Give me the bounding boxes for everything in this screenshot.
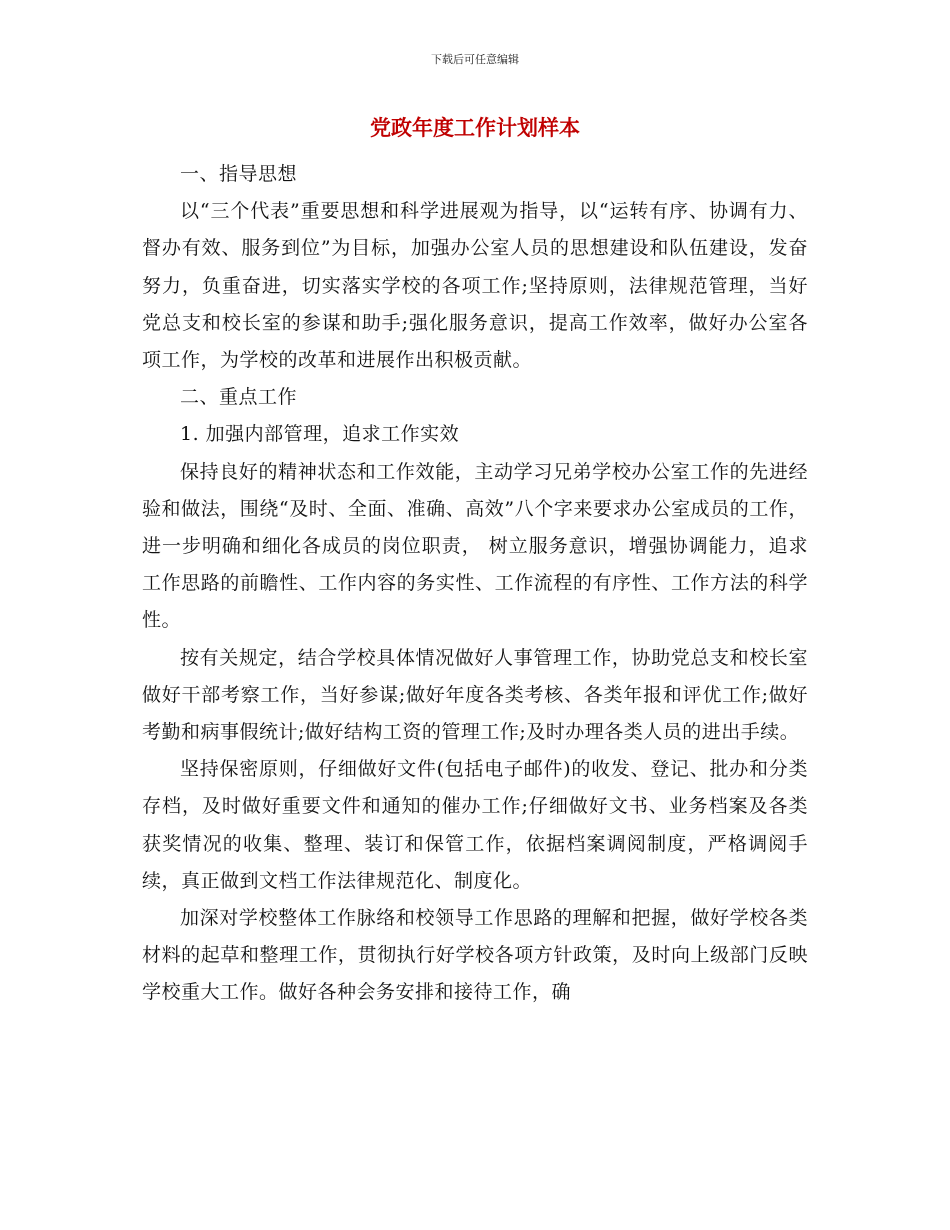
paragraph: 加深对学校整体工作脉络和校领导工作思路的理解和把握，做好学校各类材料的起草和整理工作，贯彻执行好学校各项方针政策，及时向上级部门反映学校重大工作。做好各种会务安排和接待工作，确 (142, 907, 808, 1004)
document-body (142, 156, 808, 1012)
page-header-note: 下载后可任意编辑 (431, 53, 519, 66)
document-title: 党政年度工作计划样本 (370, 115, 580, 140)
paragraph: 保持良好的精神状态和工作效能，主动学习兄弟学校办公室工作的先进经验和做法，围绕“及时、全面、准确、高效”八个字来要求办公室成员的工作，进一步明确和细化各成员的岗位职责， 树立服务意识，增强协调能力，追求工作思路的前瞻性、工作内容的务实性、工作流程的有序性、工作方法的科学性。 (142, 460, 808, 632)
subsection-heading: 1. 加强内部管理，追求工作实效 (180, 423, 460, 446)
section-heading-key-work: 二、重点工作 (180, 386, 298, 409)
paragraph: 按有关规定，结合学校具体情况做好人事管理工作，协助党总支和校长室做好干部考察工作，当好参谋;做好年度各类考核、各类年报和评优工作;做好考勤和病事假统计;做好结构工资的管理工作;及时办理各类人员的进出手续。 (142, 646, 808, 744)
section-heading-guiding-ideology: 一、指导思想 (180, 163, 298, 185)
paragraph: 以“三个代表”重要思想和科学进展观为指导，以“运转有序、协调有力、督办有效、服务到位”为目标，加强办公室人员的思想建设和队伍建设，发奋努力，负重奋进，切实落实学校的各项工作;坚持原则，法律规范管理，当好党总支和校长室的参谋和助手;强化服务意识，提高工作效率，做好办公室各项工作，为学校的改革和进展作出积极贡献。 (142, 200, 808, 372)
paragraph: 坚持保密原则，仔细做好文件(包括电子邮件)的收发、登记、批办和分类存档，及时做好重要文件和通知的催办工作;仔细做好文书、业务档案及各类获奖情况的收集、整理、装订和保管工作，依据档案调阅制度，严格调阅手续，真正做到文档工作法律规范化、制度化。 (142, 758, 808, 892)
